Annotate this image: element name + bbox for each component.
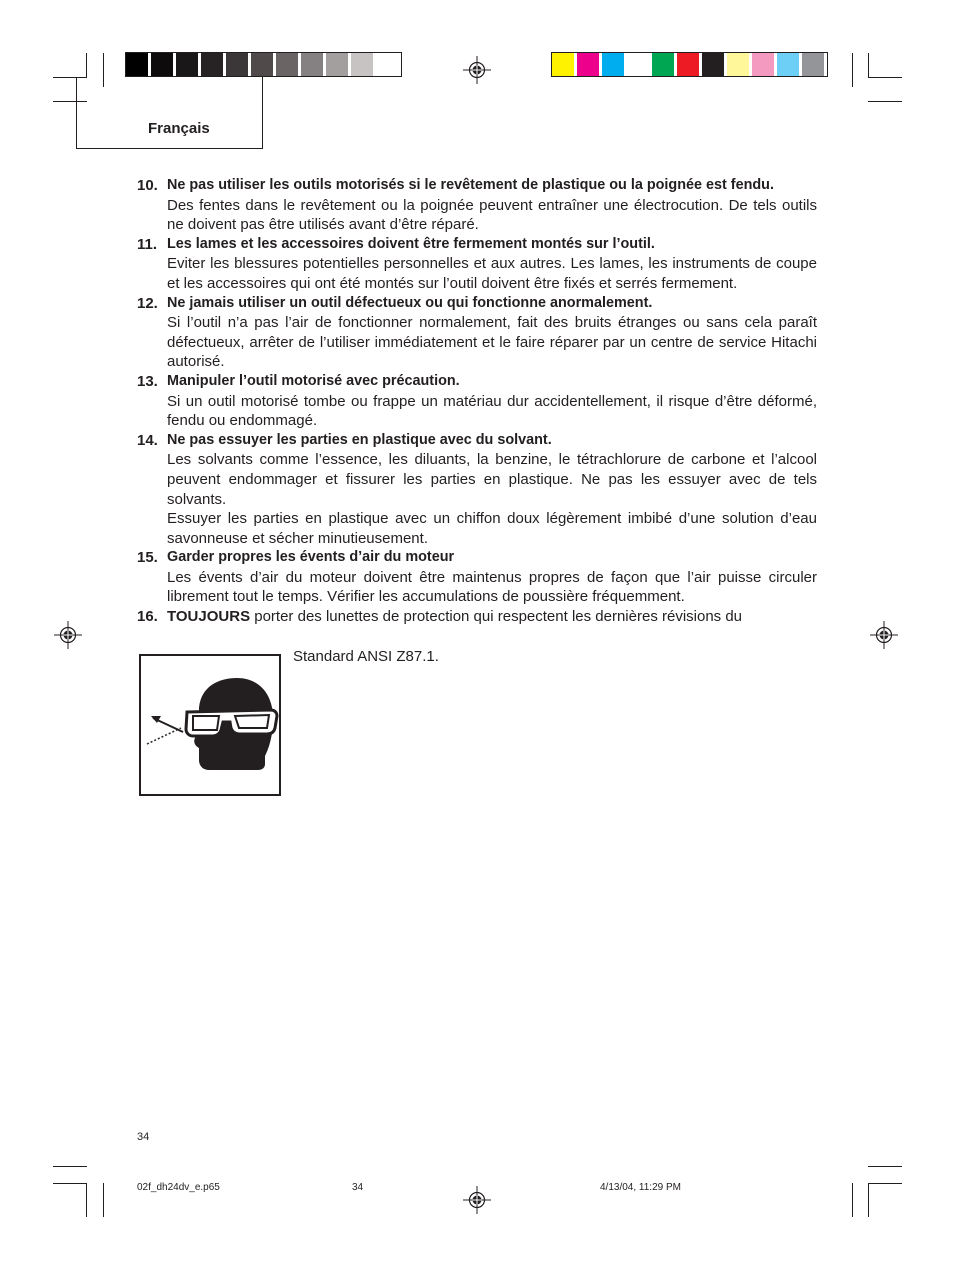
item-number: 14. <box>137 431 158 449</box>
item-number: 12. <box>137 294 158 312</box>
color-swatch <box>376 53 398 76</box>
color-swatch <box>251 53 273 76</box>
color-swatch <box>276 53 298 76</box>
footer-filename: 02f_dh24dv_e.p65 <box>137 1182 220 1193</box>
list-item <box>137 607 817 627</box>
list-item <box>137 431 817 549</box>
item-paragraph: Des fentes dans le revêtement ou la poignée peuvent entraîner une électrocution. De tels outils ne doivent pas être utilisés avant d’être réparé. <box>167 196 817 234</box>
safety-instructions <box>137 176 817 627</box>
color-swatch <box>151 53 173 76</box>
item-paragraph: Si l’outil n’a pas l’air de fonctionner normalement, fait des bruits étranges ou sans cela paraît défectueux, arrêter de l’utiliser immédiatement et le faire réparer par un centre de service Hitachi autorisé. <box>167 314 817 371</box>
registration-mark-icon <box>54 621 82 649</box>
list-item <box>137 294 817 372</box>
crop-mark <box>852 1183 853 1217</box>
color-swatch <box>552 53 574 76</box>
crop-mark <box>868 1183 869 1217</box>
color-swatch <box>652 53 674 76</box>
list-item <box>137 548 817 607</box>
item-number: 13. <box>137 372 158 390</box>
list-item <box>137 372 817 431</box>
color-swatch <box>126 53 148 76</box>
color-swatch <box>176 53 198 76</box>
color-swatch <box>727 53 749 76</box>
item-heading: Ne jamais utiliser un outil défectueux ou qui fonctionne anormalement. <box>167 294 653 311</box>
item-heading: Ne pas utiliser les outils motorisés si le revêtement de plastique ou la poignée est fendu. <box>167 177 774 193</box>
item-number: 15. <box>137 549 158 567</box>
registration-mark-icon <box>463 56 491 84</box>
list-item <box>137 235 817 294</box>
item-paragraph: Essuyer les parties en plastique avec un chiffon doux légèrement imbibé d’une solution d’eau savonneuse et sécher minutieusement. <box>167 510 817 547</box>
safety-glasses-pictogram <box>139 654 281 796</box>
item-continuation: Standard ANSI Z87.1. <box>293 648 439 665</box>
item-number: 10. <box>137 177 158 194</box>
item-heading: Les lames et les accessoires doivent être fermement montés sur l’outil. <box>167 235 655 252</box>
crop-mark <box>868 77 902 78</box>
color-swatch <box>602 53 624 76</box>
color-swatch <box>326 53 348 76</box>
crop-mark <box>86 53 87 77</box>
color-swatch <box>752 53 774 76</box>
item-paragraph: Les solvants comme l’essence, les diluants, la benzine, le tétrachlorure de carbone et l’alcool peuvent endommager et fissurer les parties en plastique. Ne pas les essuyer avec de tels solvants. <box>167 451 817 508</box>
crop-mark <box>868 1183 902 1184</box>
footer-page: 34 <box>352 1182 364 1193</box>
color-swatch <box>351 53 373 76</box>
crop-mark <box>868 53 869 77</box>
registration-mark-icon <box>870 621 898 649</box>
color-swatch <box>702 53 724 76</box>
color-swatch <box>627 53 649 76</box>
crop-mark <box>86 1183 87 1217</box>
crop-mark <box>53 1183 87 1184</box>
page-number: 34 <box>137 1131 150 1143</box>
item-heading: Garder propres les évents d’air du moteur <box>167 549 455 566</box>
item-number: 16. <box>137 608 158 626</box>
item-heading: Manipuler l’outil motorisé avec précaution. <box>167 372 460 389</box>
item-paragraph: Si un outil motorisé tombe ou frappe un matériau dur accidentellement, il risque d’être déformé, fendu ou endommagé. <box>167 392 817 430</box>
color-swatch <box>577 53 599 76</box>
item-paragraph: Eviter les blessures potentielles personnelles et aux autres. Les lames, les instruments de coupe et les accessoires qui ont été montés sur l’outil doivent être fixés et serrés fermement. <box>167 255 817 292</box>
footer-timestamp: 4/13/04, 11:29 PM <box>600 1182 681 1193</box>
color-swatch <box>226 53 248 76</box>
crop-mark <box>868 101 902 102</box>
color-swatch <box>777 53 799 76</box>
crop-mark <box>852 53 853 87</box>
crop-mark <box>103 1183 104 1217</box>
color-swatch <box>677 53 699 76</box>
registration-mark-icon <box>463 1186 491 1214</box>
item-number: 11. <box>137 235 158 253</box>
language-tab <box>76 77 263 149</box>
color-swatch <box>201 53 223 76</box>
item-text: porter des lunettes de protection qui respectent les dernières révisions du <box>250 608 743 626</box>
item-heading: Ne pas essuyer les parties en plastique avec du solvant. <box>167 431 552 448</box>
color-swatch <box>301 53 323 76</box>
color-swatch <box>802 53 824 76</box>
crop-mark <box>53 1166 87 1167</box>
list-item <box>137 176 817 235</box>
safety-glasses-icon <box>141 656 279 794</box>
item-paragraph: Les évents d’air du moteur doivent être maintenus propres de façon que l’air puisse circuler librement tout le temps. Vérifier les accumulations de poussière fréquemment. <box>167 568 817 606</box>
language-label: Français <box>148 120 210 137</box>
crop-mark <box>868 1166 902 1167</box>
item-lead: TOUJOURS <box>167 608 251 626</box>
